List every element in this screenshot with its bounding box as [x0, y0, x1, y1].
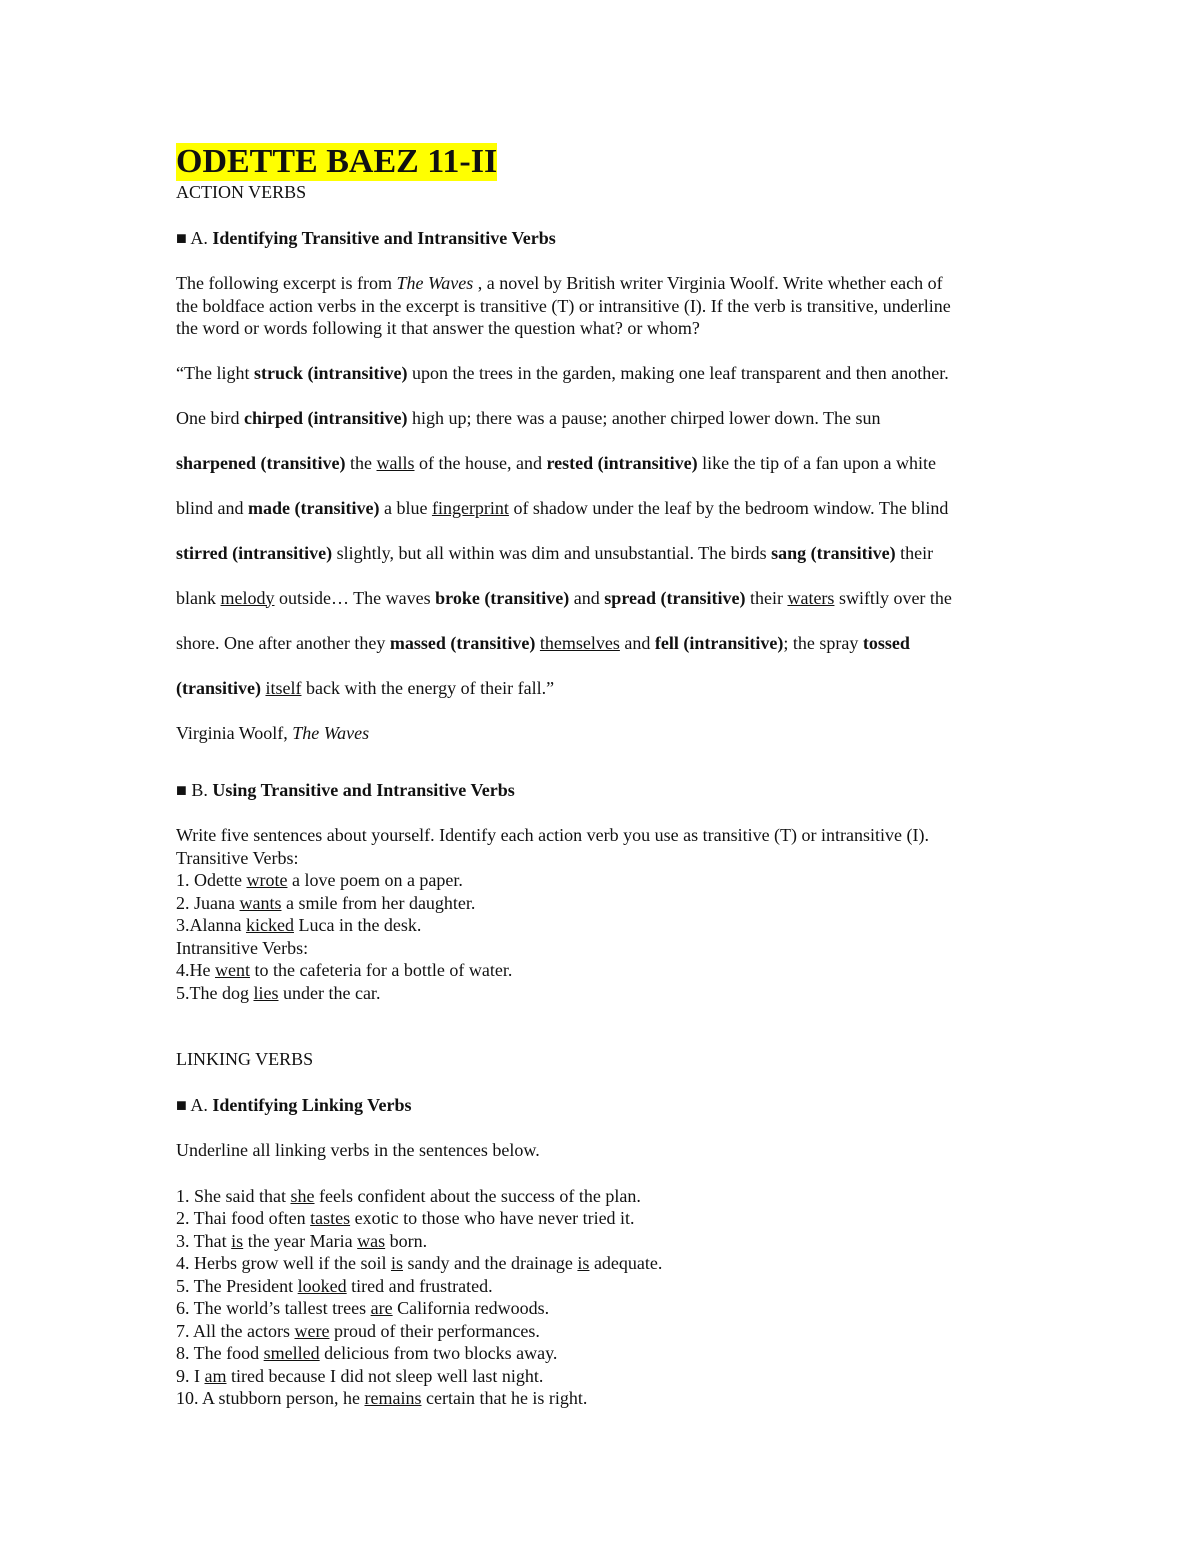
sentence-text: a love poem on a paper. [287, 870, 463, 890]
underlined-object: itself [265, 677, 302, 698]
underlined-verb: is [231, 1230, 244, 1251]
item-text: 4. Herbs grow well if the soil [176, 1253, 391, 1273]
underlined-verb: is [390, 1253, 403, 1273]
sentence-text: to the cafeteria for a bottle of water. [250, 960, 513, 980]
list-item [176, 1297, 1036, 1320]
verb-label: fell (intransitive) [654, 632, 784, 653]
sentence-item [176, 892, 1036, 915]
underlined-object: walls [376, 452, 415, 473]
underlined-verb: went [215, 960, 250, 980]
underlined-verb: are [370, 1298, 393, 1318]
excerpt-line [176, 531, 1036, 576]
verb-label: made (transitive) [248, 497, 380, 518]
underlined-object: waters [787, 587, 835, 608]
verb-label: broke (transitive) [435, 587, 570, 608]
list-item [176, 1230, 1036, 1253]
excerpt-line [176, 621, 1036, 666]
citation-work: The Waves [292, 722, 370, 743]
section-title: Identifying Transitive and Intransitive Verbs [212, 227, 556, 248]
excerpt-text: blind and [176, 497, 248, 518]
sentence-text: 4.He [176, 960, 215, 980]
underlined-verb: lies [253, 982, 279, 1003]
verb-label: sang (transitive) [771, 542, 896, 563]
excerpt-text: their [745, 587, 788, 608]
section-title: Using Transitive and Intransitive Verbs [212, 779, 515, 800]
verb-label: stirred (intransitive) [176, 542, 333, 563]
item-text: certain that he is right. [421, 1388, 588, 1408]
instruction-text: The following excerpt is from [176, 273, 397, 293]
sentence-item [176, 914, 1036, 937]
sentence-text: under the car. [278, 982, 381, 1003]
woolf-excerpt [176, 351, 1036, 756]
excerpt-text: and [619, 632, 655, 653]
verb-label: spread (transitive) [604, 587, 746, 608]
excerpt-line [176, 351, 1036, 396]
sentence-text: 2. Juana [176, 892, 240, 913]
excerpt-line [176, 396, 1036, 441]
verb-label: (transitive) [176, 677, 261, 698]
document-page [176, 140, 1036, 1410]
item-text: 10. A stubborn person, he [176, 1388, 365, 1408]
excerpt-text: swiftly over the [834, 587, 952, 608]
sentence-text: 3.Alanna [176, 915, 246, 935]
excerpt-text: One bird [176, 407, 244, 428]
verb-label: sharpened (transitive) [176, 452, 346, 473]
underlined-verb: she [290, 1185, 315, 1206]
sentence-text: a smile from her daughter. [281, 892, 476, 913]
section-a-instructions [176, 272, 1036, 340]
excerpt-text: and [569, 587, 605, 608]
item-text: adequate. [589, 1253, 663, 1273]
verb-label: struck (intransitive) [253, 362, 408, 383]
instruction-text: Underline all linking verbs in the sentences below. [176, 1140, 540, 1160]
underlined-object: themselves [539, 632, 620, 653]
list-item [176, 1185, 1036, 1208]
underlined-verb: is [577, 1253, 590, 1273]
item-text: delicious from two blocks away. [319, 1343, 558, 1363]
verb-label: massed (transitive) [389, 632, 536, 653]
transitive-label: Transitive Verbs: [176, 847, 299, 868]
excerpt-text: upon the trees in the garden, making one leaf transparent and then another. [407, 362, 949, 383]
item-text: 9. I [176, 1365, 205, 1386]
section-marker: ■ A. [176, 227, 208, 248]
underlined-verb: were [294, 1320, 330, 1341]
item-text: born. [385, 1230, 428, 1251]
underlined-verb: smelled [263, 1343, 320, 1363]
excerpt-line [176, 576, 1036, 621]
list-item [176, 1252, 1036, 1275]
sentence-text: 1. Odette [176, 870, 247, 890]
item-text: the year Maria [243, 1230, 358, 1251]
item-text: California redwoods. [392, 1298, 550, 1318]
item-text: 2. Thai food often [176, 1208, 311, 1228]
excerpt-line [176, 486, 1036, 531]
list-item [176, 1207, 1036, 1230]
student-name-title: ODETTE BAEZ 11-II [176, 143, 498, 180]
underlined-verb: remains [364, 1388, 422, 1408]
excerpt-text: their [895, 542, 934, 563]
underlined-verb: wants [239, 892, 282, 913]
underlined-object: melody [220, 587, 275, 608]
linking-section-a-heading [176, 1094, 1036, 1117]
verb-label: chirped (intransitive) [243, 407, 408, 428]
item-text: 6. The world’s tallest trees [176, 1298, 371, 1318]
sentence-item [176, 959, 1036, 982]
item-text: 3. That [176, 1230, 232, 1251]
sentence-item [176, 982, 1036, 1005]
list-item [176, 1342, 1036, 1365]
list-item [176, 1275, 1036, 1298]
excerpt-line [176, 666, 1036, 711]
citation-author: Virginia Woolf, [176, 722, 293, 743]
excerpt-text: of the house, and [414, 452, 547, 473]
excerpt-text: blank [176, 587, 221, 608]
excerpt-text: back with the energy of their fall.” [301, 677, 555, 698]
item-text: feels confident about the success of the plan. [314, 1185, 641, 1206]
list-item [176, 1320, 1036, 1343]
excerpt-text: the [345, 452, 377, 473]
item-text: 5. The President [176, 1275, 298, 1296]
citation [176, 711, 1036, 756]
excerpt-text: outside… The waves [274, 587, 436, 608]
intransitive-label: Intransitive Verbs: [176, 937, 309, 958]
excerpt-text: like the tip of a fan upon a white [697, 452, 937, 473]
underlined-object: fingerprint [431, 497, 509, 518]
section-b-heading [176, 779, 1036, 802]
section-marker: ■ A. [176, 1094, 208, 1115]
section-b-body [176, 824, 1036, 1004]
instruction-text: , a novel by British writer Virginia Woolf. Write whether each of [473, 273, 943, 293]
section-title: Identifying Linking Verbs [212, 1094, 412, 1115]
underlined-verb: tastes [310, 1208, 351, 1228]
excerpt-text: ; the spray [783, 632, 863, 653]
excerpt-text: shore. One after another they [176, 632, 390, 653]
work-title: The Waves [396, 273, 474, 293]
underlined-verb: wrote [246, 870, 288, 890]
item-text: exotic to those who have never tried it. [350, 1208, 635, 1228]
list-item [176, 1387, 1036, 1410]
underlined-verb: looked [297, 1275, 347, 1296]
excerpt-text: high up; there was a pause; another chirped lower down. The sun [407, 407, 881, 428]
item-text: proud of their performances. [329, 1320, 540, 1341]
instruction-text: the word or words following it that answer the question what? or whom? [176, 318, 700, 338]
item-text: tired because I did not sleep well last night. [226, 1365, 544, 1386]
sentence-text: Luca in the desk. [293, 915, 422, 935]
item-text: 1. She said that [176, 1185, 291, 1206]
list-item [176, 1365, 1036, 1388]
sentence-text: 5.The dog [176, 982, 254, 1003]
item-text: 8. The food [176, 1343, 264, 1363]
underlined-verb: am [204, 1365, 227, 1386]
excerpt-text: of shadow under the leaf by the bedroom window. The blind [508, 497, 949, 518]
item-text: sandy and the drainage [402, 1253, 578, 1273]
action-verbs-heading: ACTION VERBS [176, 182, 307, 202]
underlined-verb: was [357, 1230, 386, 1251]
excerpt-text: “The light [176, 362, 254, 383]
verb-label: rested (intransitive) [546, 452, 698, 473]
excerpt-line [176, 441, 1036, 486]
linking-verbs-heading: LINKING VERBS [176, 1049, 314, 1069]
item-text: 7. All the actors [176, 1320, 295, 1341]
sentence-item [176, 869, 1036, 892]
excerpt-text: slightly, but all within was dim and unsubstantial. The birds [332, 542, 772, 563]
verb-label: tossed [862, 632, 910, 653]
linking-list [176, 1185, 1036, 1410]
underlined-verb: kicked [245, 915, 294, 935]
section-a-heading [176, 227, 1036, 250]
item-text: tired and frustrated. [346, 1275, 493, 1296]
instruction-text: the boldface action verbs in the excerpt is transitive (T) or intransitive (I). If the verb is transitive, underline [176, 295, 951, 316]
section-marker: ■ B. [176, 779, 208, 800]
excerpt-text: a blue [379, 497, 432, 518]
instruction-text: Write five sentences about yourself. Identify each action verb you use as transitive (T) or intransitive (I). [176, 825, 930, 845]
